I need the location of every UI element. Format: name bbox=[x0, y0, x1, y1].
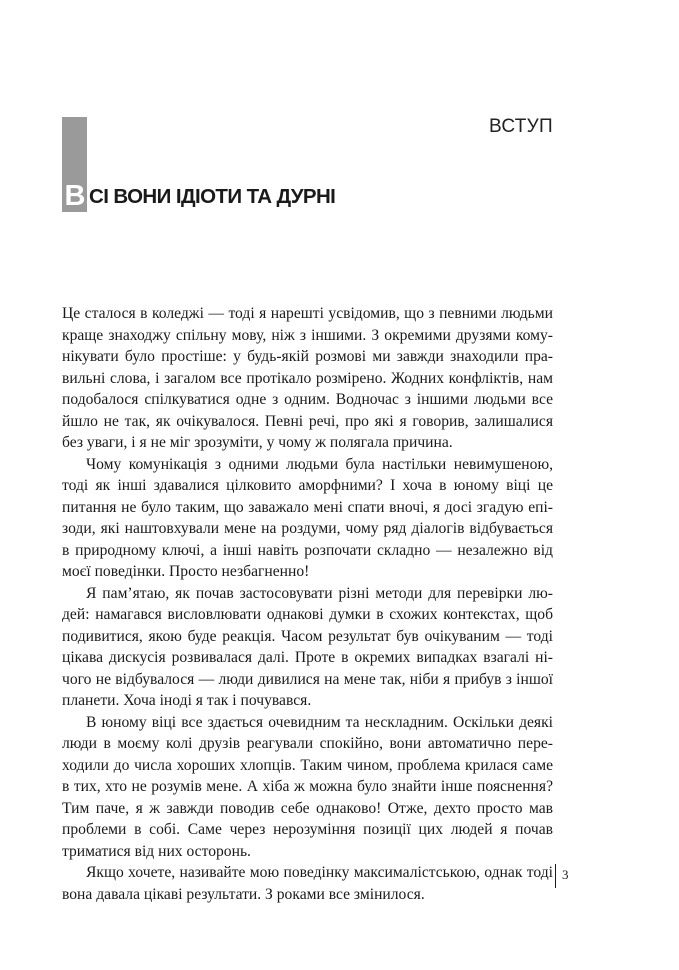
section-label: ВСТУП bbox=[489, 116, 553, 137]
page-number-rule bbox=[555, 864, 556, 888]
page-number: 3 bbox=[562, 867, 569, 882]
paragraph-5: Якщо хочете, називайте мою поведінку максималістською, однак тоді вона давала цікаві результати. З роками все змінилося. bbox=[62, 864, 553, 903]
drop-cap-letter: В bbox=[64, 180, 86, 212]
chapter-title-text: СІ ВОНИ ІДІОТИ ТА ДУРНІ bbox=[89, 185, 336, 208]
paragraph-1: Це сталося в коледжі — тоді я нарешті усвідомив, що з певними людьми краще знаходжу спільну мову, ніж з іншими. З окремими друзями комунікувати було простіше: у будь-якій розмові ми завжди знаходили правильні слова, і загалом все протікало розмірено. Жодних конфліктів, нам подобалося спілкуватися одне з одним. Водночас з іншими людьми все йшло не так, як очікувалося. Певні речі, про які я говорив, залишалися без уваги, і я не міг зрозуміти, у чому ж полягала причина. bbox=[62, 305, 553, 451]
paragraph-4: В юному віці все здається очевидним та нескладним. Оскільки деякі люди в моєму колі друзів реагували спокійно, вони автоматично переходили до числа хороших хлопців. Таким чином, проблема крилася саме в тих, хто не розумів мене. А хіба ж можна було знайти інше пояснення? Тим паче, я ж завжди поводив себе однаково! Отже, дехто просто мав проблеми в собі. Саме через нерозуміння позиції цих людей я почав триматися від них осторонь. bbox=[62, 713, 553, 860]
body-text bbox=[62, 303, 553, 905]
paragraph-3: Я пам’ятаю, як почав застосовувати різні методи для перевірки людей: намагався висловлювати однакові думки в схожих контекстах, щоб подивитися, якою буде реакція. Часом результат був очікуваним — тоді цікава дискусія розвивалася далі. Проте в окремих випадках взагалі нічого не відбувалося — люди дивилися на мене так, ніби я прибув з іншої планети. Хоча іноді я так і почувався. bbox=[62, 584, 553, 709]
paragraph-2: Чому комунікація з одними людьми була настільки невимушеною, тоді як інші здавалися цілковито аморфними? І хоча в юному віці це питання не було таким, що заважало мені спати вночі, я досі згадую епізоди, які наштовхували мене на роздуми, чому ряд діалогів відбувається в природному ключі, а інші навіть розпочати складно — незалежно від моєї поведінки. Просто незбагненно! bbox=[62, 455, 553, 580]
chapter-title bbox=[62, 117, 362, 212]
